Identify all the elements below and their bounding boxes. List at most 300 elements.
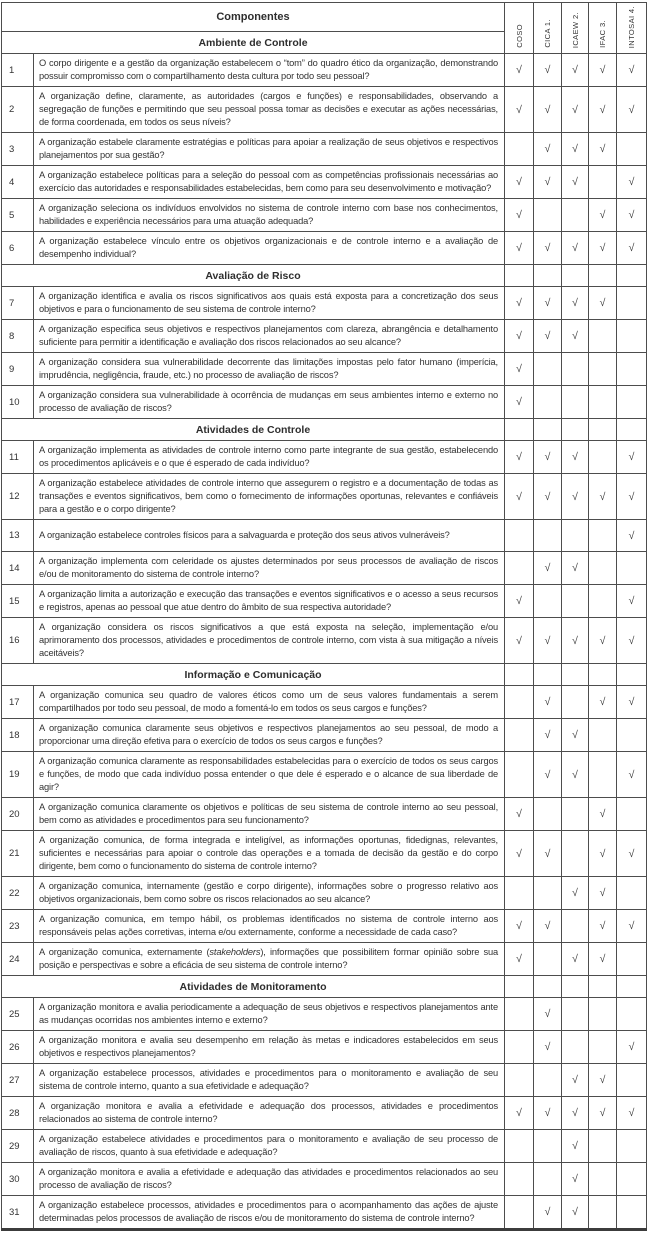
table-row bbox=[2, 877, 647, 910]
row-question: A organização implementa as atividades de controle interno como parte integrante de sua gestão, estabelecendo os procedimentos aplicáveis e o que é esperado de cada indivíduo? bbox=[34, 441, 505, 474]
check-cell-intosai bbox=[617, 386, 647, 419]
check-cell-icaew bbox=[562, 998, 589, 1031]
table-row bbox=[2, 441, 647, 474]
check-cell-coso bbox=[505, 618, 534, 664]
table-row bbox=[2, 910, 647, 943]
check-cell-ifac bbox=[589, 87, 617, 133]
checkmark-icon: √ bbox=[516, 1107, 522, 1119]
checkmark-icon: √ bbox=[572, 490, 578, 503]
check-cell-empty bbox=[617, 265, 647, 287]
checkmark-icon: √ bbox=[628, 529, 635, 542]
check-cell-icaew bbox=[562, 520, 589, 552]
row-question: A organização comunica, em tempo hábil, os problemas identificados no sistema de controle interno aos responsáveis pelas ações corretivas, interna e/ou externamente, conforme a necessidade de cada caso? bbox=[34, 910, 505, 943]
checkmark-icon: √ bbox=[599, 920, 606, 932]
checkmark-icon: √ bbox=[516, 595, 522, 607]
checkmark-icon: √ bbox=[572, 176, 578, 188]
checkmark-icon: √ bbox=[572, 634, 578, 647]
check-cell-intosai bbox=[617, 831, 647, 877]
checkmark-icon: √ bbox=[516, 176, 522, 188]
row-number: 2 bbox=[2, 87, 34, 133]
table-row bbox=[2, 618, 647, 664]
check-cell-cica bbox=[534, 441, 562, 474]
check-cell-coso bbox=[505, 686, 534, 719]
checkmark-icon: √ bbox=[516, 847, 522, 860]
row-number: 26 bbox=[2, 1031, 34, 1064]
section-header-row bbox=[2, 976, 647, 998]
check-cell-ifac bbox=[589, 353, 617, 386]
check-cell-cica bbox=[534, 320, 562, 353]
check-cell-empty bbox=[589, 265, 617, 287]
checkmark-icon: √ bbox=[599, 297, 606, 309]
row-number: 19 bbox=[2, 752, 34, 798]
column-header-intosai bbox=[617, 3, 647, 54]
checkmark-icon: √ bbox=[628, 595, 635, 607]
check-cell-coso bbox=[505, 1196, 534, 1230]
table-row bbox=[2, 232, 647, 265]
check-cell-icaew bbox=[562, 719, 589, 752]
checkmark-icon: √ bbox=[599, 953, 606, 965]
row-number: 29 bbox=[2, 1130, 34, 1163]
row-question: A organização estabelece processos, atividades e procedimentos para o monitoramento e avaliação de seu sistema de controle interno, quanto a sua efetividade e adequação? bbox=[34, 1064, 505, 1097]
checkmark-icon: √ bbox=[628, 64, 635, 76]
check-cell-icaew bbox=[562, 686, 589, 719]
checkmark-icon: √ bbox=[628, 920, 635, 932]
check-cell-cica bbox=[534, 232, 562, 265]
check-cell-icaew bbox=[562, 1196, 589, 1230]
row-number: 16 bbox=[2, 618, 34, 664]
check-cell-cica bbox=[534, 998, 562, 1031]
check-cell-intosai bbox=[617, 1031, 647, 1064]
check-cell-icaew bbox=[562, 910, 589, 943]
check-cell-empty bbox=[589, 664, 617, 686]
checkmark-icon: √ bbox=[544, 847, 551, 860]
check-cell-ifac bbox=[589, 1196, 617, 1230]
check-cell-coso bbox=[505, 1163, 534, 1196]
check-cell-cica bbox=[534, 1130, 562, 1163]
check-cell-coso bbox=[505, 877, 534, 910]
table-row bbox=[2, 1064, 647, 1097]
checkmark-icon: √ bbox=[516, 363, 522, 375]
column-header-icaew bbox=[562, 3, 589, 54]
table-row bbox=[2, 1097, 647, 1130]
check-cell-ifac bbox=[589, 199, 617, 232]
checkmark-icon: √ bbox=[599, 808, 606, 820]
check-cell-intosai bbox=[617, 441, 647, 474]
row-number: 10 bbox=[2, 386, 34, 419]
checkmark-icon: √ bbox=[572, 297, 578, 309]
row-question: A organização seleciona os indivíduos envolvidos no sistema de controle interno com base nos conhecimentos, habilidades e experiência necessários para uma atuação adequada? bbox=[34, 199, 505, 232]
check-cell-coso bbox=[505, 320, 534, 353]
row-number: 22 bbox=[2, 877, 34, 910]
row-number: 25 bbox=[2, 998, 34, 1031]
check-cell-ifac bbox=[589, 520, 617, 552]
row-question: A organização monitora e avalia periodicamente a adequação de seus objetivos e respectivos planejamentos ante as mudanças ocorridas nos ambientes interno e externo? bbox=[34, 998, 505, 1031]
checkmark-icon: √ bbox=[544, 297, 551, 309]
check-cell-empty bbox=[505, 976, 534, 998]
check-cell-intosai bbox=[617, 1064, 647, 1097]
row-number: 9 bbox=[2, 353, 34, 386]
check-cell-empty bbox=[505, 419, 534, 441]
check-cell-icaew bbox=[562, 618, 589, 664]
checkmark-icon: √ bbox=[544, 103, 551, 116]
components-table bbox=[1, 2, 647, 1231]
check-cell-intosai bbox=[617, 54, 647, 87]
checkmark-icon: √ bbox=[516, 209, 522, 221]
table-row bbox=[2, 798, 647, 831]
checkmark-icon: √ bbox=[544, 1107, 551, 1119]
check-cell-icaew bbox=[562, 166, 589, 199]
check-cell-empty bbox=[505, 265, 534, 287]
table-row bbox=[2, 520, 647, 552]
checkmark-icon: √ bbox=[572, 562, 578, 574]
checkmark-icon: √ bbox=[628, 209, 635, 221]
row-question: A organização estabelece políticas para a seleção do pessoal com as competências profissionais necessárias ao exercício das autoridades e responsabilidades estabelecidas, bem como para seu desenvolvimento e motivação? bbox=[34, 166, 505, 199]
check-cell-empty bbox=[562, 976, 589, 998]
row-number: 24 bbox=[2, 943, 34, 976]
checkmark-icon: √ bbox=[628, 1107, 635, 1119]
check-cell-empty bbox=[617, 664, 647, 686]
check-cell-ifac bbox=[589, 166, 617, 199]
row-number: 3 bbox=[2, 133, 34, 166]
checkmark-icon: √ bbox=[572, 953, 578, 965]
table-body bbox=[2, 54, 647, 1230]
checkmark-icon: √ bbox=[599, 847, 606, 860]
check-cell-coso bbox=[505, 287, 534, 320]
row-number: 7 bbox=[2, 287, 34, 320]
check-cell-icaew bbox=[562, 87, 589, 133]
check-cell-coso bbox=[505, 552, 534, 585]
check-cell-cica bbox=[534, 910, 562, 943]
check-cell-ifac bbox=[589, 320, 617, 353]
check-cell-intosai bbox=[617, 87, 647, 133]
check-cell-intosai bbox=[617, 552, 647, 585]
checkmark-icon: √ bbox=[599, 64, 606, 76]
check-cell-icaew bbox=[562, 474, 589, 520]
check-cell-empty bbox=[562, 664, 589, 686]
checkmark-icon: √ bbox=[628, 1041, 635, 1053]
check-cell-coso bbox=[505, 585, 534, 618]
checkmark-icon: √ bbox=[628, 451, 635, 463]
section-title: Atividades de Controle bbox=[2, 419, 505, 441]
table-row bbox=[2, 87, 647, 133]
row-number: 28 bbox=[2, 1097, 34, 1130]
row-question: A organização implementa com celeridade os ajustes determinados por seus processos de avaliação de riscos e/ou de monitoramento do sistema de controle interno? bbox=[34, 552, 505, 585]
check-cell-empty bbox=[534, 419, 562, 441]
checkmark-icon: √ bbox=[544, 634, 551, 647]
check-cell-intosai bbox=[617, 1163, 647, 1196]
check-cell-intosai bbox=[617, 1196, 647, 1230]
checkmark-icon: √ bbox=[544, 143, 551, 155]
check-cell-empty bbox=[534, 664, 562, 686]
row-question: A organização especifica seus objetivos e respectivos planejamentos com clareza, abrangência e detalhamento suficiente para permitir a identificação e avaliação dos riscos relacionados ao seu alcance? bbox=[34, 320, 505, 353]
check-cell-intosai bbox=[617, 1097, 647, 1130]
column-header-label: CICA 1. bbox=[543, 19, 552, 48]
table-row bbox=[2, 998, 647, 1031]
check-cell-icaew bbox=[562, 831, 589, 877]
section-title: Avaliação de Risco bbox=[2, 265, 505, 287]
table-row bbox=[2, 287, 647, 320]
check-cell-icaew bbox=[562, 943, 589, 976]
check-cell-coso bbox=[505, 998, 534, 1031]
check-cell-ifac bbox=[589, 798, 617, 831]
check-cell-intosai bbox=[617, 618, 647, 664]
checkmark-icon: √ bbox=[599, 242, 606, 254]
check-cell-intosai bbox=[617, 474, 647, 520]
check-cell-cica bbox=[534, 752, 562, 798]
checkmark-icon: √ bbox=[544, 490, 551, 503]
row-question: A organização limita a autorização e execução das transações e eventos significativos e o acesso a seus recursos e registros, apenas ao pessoal que atue dentro do âmbito de sua respectiva autoridade? bbox=[34, 585, 505, 618]
checkmark-icon: √ bbox=[516, 242, 522, 254]
checkmark-icon: √ bbox=[599, 1107, 606, 1119]
row-number: 15 bbox=[2, 585, 34, 618]
check-cell-icaew bbox=[562, 552, 589, 585]
check-cell-ifac bbox=[589, 719, 617, 752]
checkmark-icon: √ bbox=[572, 1173, 578, 1185]
row-question: A organização comunica claramente seus objetivos e respectivos planejamentos ao seu pessoal, de modo a proporcionar uma direção efetiva para o exercício de todos os seus cargos e funções? bbox=[34, 719, 505, 752]
checkmark-icon: √ bbox=[572, 64, 578, 76]
check-cell-cica bbox=[534, 133, 562, 166]
check-cell-ifac bbox=[589, 232, 617, 265]
check-cell-coso bbox=[505, 87, 534, 133]
checkmark-icon: √ bbox=[544, 562, 551, 574]
check-cell-icaew bbox=[562, 232, 589, 265]
row-question: A organização comunica, internamente (gestão e corpo dirigente), informações sobre o progresso relativo aos objetivos organizacionais, bem como sobre os riscos relacionados ao seu alcance? bbox=[34, 877, 505, 910]
check-cell-intosai bbox=[617, 353, 647, 386]
table-row bbox=[2, 1163, 647, 1196]
check-cell-ifac bbox=[589, 752, 617, 798]
check-cell-empty bbox=[562, 419, 589, 441]
table-row bbox=[2, 133, 647, 166]
row-number: 6 bbox=[2, 232, 34, 265]
row-question: A organização comunica claramente os objetivos e políticas de seu sistema de controle interno ao seu pessoal, bem como as atividades e procedimentos para seu funcionamento? bbox=[34, 798, 505, 831]
checkmark-icon: √ bbox=[572, 1140, 578, 1152]
row-number: 21 bbox=[2, 831, 34, 877]
checkmark-icon: √ bbox=[572, 1074, 578, 1086]
check-cell-cica bbox=[534, 831, 562, 877]
check-cell-coso bbox=[505, 353, 534, 386]
checkmark-icon: √ bbox=[628, 242, 635, 254]
table-row bbox=[2, 1196, 647, 1230]
check-cell-cica bbox=[534, 1163, 562, 1196]
check-cell-intosai bbox=[617, 520, 647, 552]
checkmark-icon: √ bbox=[544, 729, 551, 741]
check-cell-icaew bbox=[562, 1097, 589, 1130]
check-cell-coso bbox=[505, 474, 534, 520]
check-cell-ifac bbox=[589, 386, 617, 419]
row-number: 8 bbox=[2, 320, 34, 353]
check-cell-intosai bbox=[617, 287, 647, 320]
check-cell-coso bbox=[505, 386, 534, 419]
row-number: 14 bbox=[2, 552, 34, 585]
checkmark-icon: √ bbox=[599, 103, 606, 116]
check-cell-intosai bbox=[617, 752, 647, 798]
check-cell-coso bbox=[505, 166, 534, 199]
check-cell-cica bbox=[534, 54, 562, 87]
table-row bbox=[2, 1130, 647, 1163]
row-number: 18 bbox=[2, 719, 34, 752]
checkmark-icon: √ bbox=[516, 808, 522, 820]
table-row bbox=[2, 320, 647, 353]
checkmark-icon: √ bbox=[516, 297, 522, 309]
checkmark-icon: √ bbox=[544, 330, 551, 342]
header-row-main bbox=[2, 3, 647, 32]
check-cell-intosai bbox=[617, 232, 647, 265]
checkmark-icon: √ bbox=[544, 242, 551, 254]
check-cell-intosai bbox=[617, 320, 647, 353]
check-cell-coso bbox=[505, 943, 534, 976]
check-cell-ifac bbox=[589, 998, 617, 1031]
checkmark-icon: √ bbox=[572, 1206, 578, 1218]
check-cell-coso bbox=[505, 133, 534, 166]
checkmark-icon: √ bbox=[572, 143, 578, 155]
section-header-row bbox=[2, 664, 647, 686]
check-cell-cica bbox=[534, 1064, 562, 1097]
row-question: A organização comunica, de forma integrada e inteligível, as informações oportunas, fidedignas, relevantes, suficientes e necessárias para apoiar o controle das operações e a tomada de decisão da gestão e do corpo dirigente, bem como o funcionamento do sistema de controle interno? bbox=[34, 831, 505, 877]
column-header-cica bbox=[534, 3, 562, 54]
check-cell-icaew bbox=[562, 798, 589, 831]
row-question: A organização comunica claramente as responsabilidades estabelecidas para o exercício de todos os seus cargos e funções, de modo que cada indivíduo possa entender o que dele é esperado e o alcance de sua liberdade de agir? bbox=[34, 752, 505, 798]
checkmark-icon: √ bbox=[628, 103, 635, 116]
checkmark-icon: √ bbox=[544, 768, 551, 781]
check-cell-icaew bbox=[562, 199, 589, 232]
check-cell-ifac bbox=[589, 618, 617, 664]
checkmark-icon: √ bbox=[599, 143, 606, 155]
check-cell-ifac bbox=[589, 943, 617, 976]
check-cell-intosai bbox=[617, 686, 647, 719]
checkmark-icon: √ bbox=[516, 396, 522, 408]
checkmark-icon: √ bbox=[516, 103, 522, 116]
check-cell-intosai bbox=[617, 943, 647, 976]
check-cell-icaew bbox=[562, 1031, 589, 1064]
check-cell-intosai bbox=[617, 998, 647, 1031]
checkmark-icon: √ bbox=[572, 242, 578, 254]
check-cell-cica bbox=[534, 877, 562, 910]
row-question: A organização comunica, externamente (stakeholders), informações que possibilitem formar opinião sobre sua posição e perspectivas e sobre a eficácia de seu sistema de controle interno? bbox=[34, 943, 505, 976]
checkmark-icon: √ bbox=[572, 768, 578, 781]
checkmark-icon: √ bbox=[544, 176, 551, 188]
check-cell-cica bbox=[534, 199, 562, 232]
table-row bbox=[2, 552, 647, 585]
check-cell-cica bbox=[534, 686, 562, 719]
checkmark-icon: √ bbox=[628, 696, 635, 708]
table-row bbox=[2, 166, 647, 199]
row-number: 31 bbox=[2, 1196, 34, 1230]
table-row bbox=[2, 386, 647, 419]
row-question: A organização monitora e avalia a efetividade e adequação das atividades e procedimentos relacionados ao seu processo de avaliação de riscos? bbox=[34, 1163, 505, 1196]
column-header-coso bbox=[505, 3, 534, 54]
column-header-label: IFAC 3. bbox=[598, 20, 607, 48]
row-number: 20 bbox=[2, 798, 34, 831]
check-cell-icaew bbox=[562, 353, 589, 386]
check-cell-intosai bbox=[617, 719, 647, 752]
checkmark-icon: √ bbox=[544, 696, 551, 708]
row-question: A organização identifica e avalia os riscos significativos aos quais está exposta para a concretização dos seus objetivos e para o funcionamento de seu sistema de controle interno? bbox=[34, 287, 505, 320]
check-cell-coso bbox=[505, 520, 534, 552]
row-question: A organização monitora e avalia seu desempenho em relação às metas e indicadores estabelecidos em seus objetivos e respectivos planejamentos? bbox=[34, 1031, 505, 1064]
check-cell-ifac bbox=[589, 552, 617, 585]
checkmark-icon: √ bbox=[572, 451, 578, 463]
check-cell-ifac bbox=[589, 1163, 617, 1196]
column-header-label: INTOSAI 4. bbox=[627, 5, 636, 48]
checkmark-icon: √ bbox=[572, 1107, 578, 1119]
row-question: A organização define, claramente, as autoridades (cargos e funções) e responsabilidades, observando a segregação de funções e permitindo que seu pessoal possa tomar as decisões e executar as ações necessárias, de forma coordenada, em todos os seus níveis? bbox=[34, 87, 505, 133]
check-cell-empty bbox=[562, 265, 589, 287]
check-cell-icaew bbox=[562, 287, 589, 320]
check-cell-cica bbox=[534, 520, 562, 552]
check-cell-intosai bbox=[617, 133, 647, 166]
check-cell-icaew bbox=[562, 54, 589, 87]
check-cell-coso bbox=[505, 798, 534, 831]
row-question: A organização estabelece atividades de controle interno que assegurem o registro e a documentação de todas as transações e eventos significativos, bem como o fornecimento de informações oportunas, relevantes e confiáveis para a gestão e o corpo dirigente? bbox=[34, 474, 505, 520]
check-cell-cica bbox=[534, 552, 562, 585]
row-number: 30 bbox=[2, 1163, 34, 1196]
check-cell-ifac bbox=[589, 1130, 617, 1163]
check-cell-empty bbox=[617, 976, 647, 998]
checkmark-icon: √ bbox=[572, 729, 578, 741]
check-cell-cica bbox=[534, 1196, 562, 1230]
checkmark-icon: √ bbox=[628, 634, 635, 647]
check-cell-ifac bbox=[589, 686, 617, 719]
check-cell-icaew bbox=[562, 1064, 589, 1097]
check-cell-coso bbox=[505, 232, 534, 265]
check-cell-intosai bbox=[617, 1130, 647, 1163]
checkmark-icon: √ bbox=[628, 768, 635, 781]
check-cell-ifac bbox=[589, 585, 617, 618]
check-cell-ifac bbox=[589, 441, 617, 474]
checkmark-icon: √ bbox=[599, 887, 606, 899]
check-cell-intosai bbox=[617, 910, 647, 943]
checkmark-icon: √ bbox=[516, 490, 522, 503]
checkmark-icon: √ bbox=[599, 634, 606, 647]
check-cell-icaew bbox=[562, 752, 589, 798]
check-cell-empty bbox=[534, 976, 562, 998]
checkmark-icon: √ bbox=[516, 64, 522, 76]
check-cell-ifac bbox=[589, 831, 617, 877]
row-number: 13 bbox=[2, 520, 34, 552]
row-question: A organização estabelece atividades e procedimentos para o monitoramento e avaliação de seu processo de avaliação de riscos, quanto à sua efetividade e adequação? bbox=[34, 1130, 505, 1163]
table-row bbox=[2, 353, 647, 386]
checkmark-icon: √ bbox=[544, 1041, 551, 1053]
section-title: Informação e Comunicação bbox=[2, 664, 505, 686]
row-question: A organização considera sua vulnerabilidade à ocorrência de mudanças em seus ambientes interno e externo no processo de avaliação de riscos? bbox=[34, 386, 505, 419]
check-cell-empty bbox=[589, 976, 617, 998]
check-cell-cica bbox=[534, 719, 562, 752]
check-cell-cica bbox=[534, 287, 562, 320]
check-cell-ifac bbox=[589, 474, 617, 520]
check-cell-ifac bbox=[589, 133, 617, 166]
check-cell-empty bbox=[617, 419, 647, 441]
check-cell-cica bbox=[534, 474, 562, 520]
checkmark-icon: √ bbox=[544, 1008, 551, 1020]
checkmark-icon: √ bbox=[572, 887, 578, 899]
section-header-row bbox=[2, 265, 647, 287]
check-cell-coso bbox=[505, 831, 534, 877]
check-cell-icaew bbox=[562, 320, 589, 353]
check-cell-cica bbox=[534, 618, 562, 664]
checkmark-icon: √ bbox=[516, 920, 522, 932]
check-cell-empty bbox=[505, 664, 534, 686]
checkmark-icon: √ bbox=[544, 451, 551, 463]
check-cell-coso bbox=[505, 1031, 534, 1064]
check-cell-ifac bbox=[589, 877, 617, 910]
checkmark-icon: √ bbox=[572, 103, 578, 116]
check-cell-ifac bbox=[589, 54, 617, 87]
table-row bbox=[2, 686, 647, 719]
check-cell-intosai bbox=[617, 798, 647, 831]
check-cell-intosai bbox=[617, 877, 647, 910]
checkmark-icon: √ bbox=[572, 330, 578, 342]
row-number: 17 bbox=[2, 686, 34, 719]
